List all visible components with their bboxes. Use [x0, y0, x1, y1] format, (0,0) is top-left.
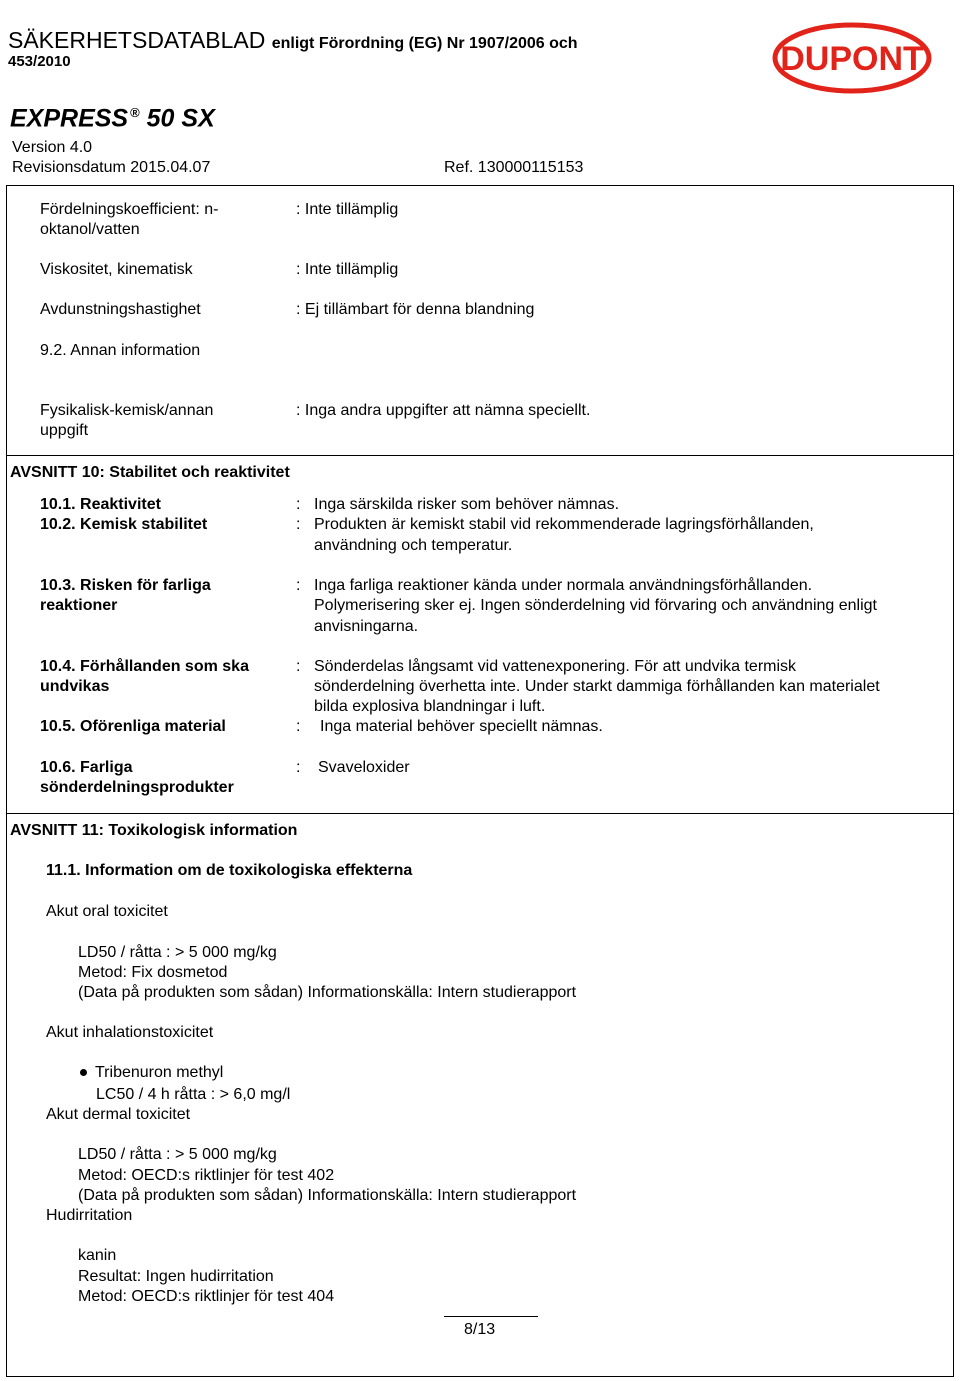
reference-number: Ref. 130000115153 [444, 159, 584, 176]
property-label-cont: uppgift [40, 422, 89, 439]
item-text: Sönderdelas långsamt vid vattenexponering. För att undvika termisk [314, 658, 797, 675]
item-colon: : [296, 577, 301, 594]
property-value: : Inga andra uppgifter att nämna speciellt. [296, 402, 591, 419]
version: Version 4.0 [12, 139, 93, 156]
tox-line: (Data på produkten som sådan) Informationskälla: Intern studierapport [78, 984, 577, 1001]
footer-rule [444, 1316, 538, 1317]
product-name [10, 98, 215, 133]
tox-line: kanin [78, 1247, 117, 1264]
item-text: Produkten är kemiskt stabil vid rekommenderade lagringsförhållanden, [314, 516, 814, 533]
tox-line: Metod: OECD:s riktlinjer för test 404 [78, 1288, 335, 1305]
item-label: 10.5. Oförenliga material [40, 718, 226, 735]
tox-line: Metod: OECD:s riktlinjer för test 402 [78, 1167, 335, 1184]
item-text: Inga material behöver speciellt nämnas. [320, 718, 603, 735]
regulation-text: enligt Förordning (EG) Nr 1907/2006 och [271, 35, 578, 52]
item-label-cont: reaktioner [40, 597, 118, 614]
item-label: 10.6. Farliga [40, 759, 133, 776]
tox-line: Metod: Fix dosmetod [78, 964, 228, 981]
item-text: användning och temperatur. [314, 537, 513, 554]
tox-line: Resultat: Ingen hudirritation [78, 1268, 274, 1285]
item-label: 10.1. Reaktivitet [40, 496, 161, 513]
item-text: sönderdelning överhetta inte. Under starkt dammiga förhållanden kan materialet [314, 678, 880, 695]
subsection-heading: 9.2. Annan information [40, 342, 201, 359]
item-text: anvisningarna. [314, 618, 419, 635]
item-label-cont: sönderdelningsprodukter [40, 779, 234, 796]
item-colon: : [296, 658, 301, 675]
revision-date: Revisionsdatum 2015.04.07 [12, 159, 211, 176]
property-value: : Ej tillämbart för denna blandning [296, 301, 535, 318]
tox-line: LC50 / 4 h råtta : > 6,0 mg/l [96, 1086, 291, 1103]
item-text: Inga särskilda risker som behöver nämnas. [314, 496, 620, 513]
tox-line: LD50 / råtta : > 5 000 mg/kg [78, 1146, 277, 1163]
page-number: 8/13 [464, 1321, 496, 1338]
item-text: Polymerisering sker ej. Ingen sönderdelning vid förvaring och användning enligt [314, 597, 877, 614]
logo-wordmark: DUPONT [780, 40, 924, 78]
tox-title: Akut dermal toxicitet [46, 1106, 191, 1123]
property-label: Fördelningskoefficient: n- [40, 201, 219, 218]
product-variant: 50 SX [146, 104, 215, 133]
bullet-icon [80, 1069, 87, 1076]
property-value: : Inte tillämplig [296, 261, 399, 278]
section-heading: AVSNITT 10: Stabilitet och reaktivitet [10, 464, 290, 481]
tox-title: Akut oral toxicitet [46, 903, 168, 920]
section-heading: AVSNITT 11: Toxikologisk information [10, 822, 298, 839]
tox-line: (Data på produkten som sådan) Informationskälla: Intern studierapport [78, 1187, 577, 1204]
item-text: bilda explosiva blandningar i luft. [314, 698, 546, 715]
item-label: 10.3. Risken för farliga [40, 577, 211, 594]
tox-title: Hudirritation [46, 1207, 133, 1224]
tox-title: Akut inhalationstoxicitet [46, 1024, 214, 1041]
item-text: Inga farliga reaktioner kända under normala användningsförhållanden. [314, 577, 813, 594]
tox-substance [80, 1063, 223, 1083]
subsection-heading: 11.1. Information om de toxikologiska effekterna [46, 862, 413, 879]
property-label-cont: oktanol/vatten [40, 221, 140, 238]
item-colon: : [296, 516, 301, 533]
property-label: Viskositet, kinematisk [40, 261, 193, 278]
substance-name: Tribenuron methyl [95, 1064, 224, 1081]
document-title [8, 26, 578, 58]
document-type: SÄKERHETSDATABLAD [8, 27, 266, 53]
property-value: : Inte tillämplig [296, 201, 399, 218]
item-text: Svaveloxider [318, 759, 410, 776]
dupont-logo [772, 22, 932, 94]
registered-mark: ® [130, 105, 140, 120]
item-colon: : [296, 496, 301, 513]
section-divider [6, 813, 954, 814]
item-label: 10.4. Förhållanden som ska [40, 658, 249, 675]
property-label: Fysikalisk-kemisk/annan [40, 402, 214, 419]
item-label: 10.2. Kemisk stabilitet [40, 516, 208, 533]
item-colon: : [296, 759, 301, 776]
regulation-text-cont: 453/2010 [8, 53, 71, 70]
tox-line: LD50 / råtta : > 5 000 mg/kg [78, 944, 277, 961]
section-divider [6, 455, 954, 456]
property-label: Avdunstningshastighet [40, 301, 201, 318]
item-colon: : [296, 718, 301, 735]
product-brand: EXPRESS [10, 104, 129, 133]
item-label-cont: undvikas [40, 678, 110, 695]
